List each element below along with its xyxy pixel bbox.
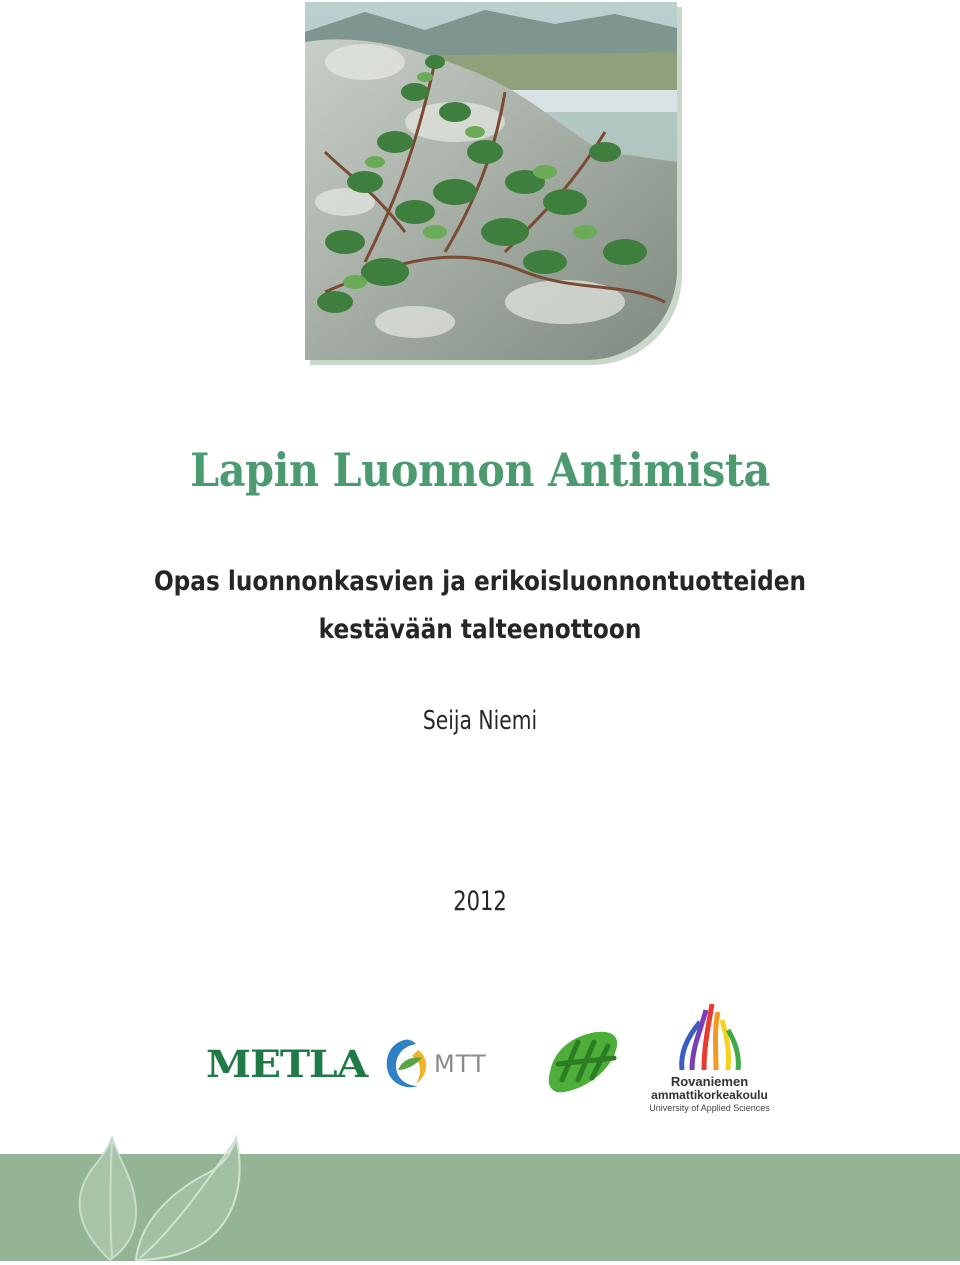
mtt-swirl-icon xyxy=(382,1036,432,1092)
birch-shrub-photo xyxy=(305,2,677,360)
lh-logo xyxy=(544,1028,622,1102)
ramk-name-line-3: University of Applied Sciences xyxy=(649,1103,770,1113)
subtitle-line-1: Opas luonnonkasvien ja erikoisluonnontuotteiden xyxy=(153,566,807,597)
publication-year: 2012 xyxy=(453,886,507,917)
ramk-logo xyxy=(642,1002,782,1127)
leaf-outline-icon xyxy=(40,1132,260,1261)
author-name: Seija Niemi xyxy=(422,706,538,736)
footer-leaves-decoration xyxy=(40,1132,260,1265)
subtitle-line-2: kestävään talteenottoon xyxy=(318,614,642,645)
ramk-flame-icon xyxy=(642,1002,777,1074)
leaf-monogram-icon xyxy=(544,1028,622,1098)
mtt-logo xyxy=(382,1036,512,1092)
mtt-wordmark: MTT xyxy=(434,1050,487,1078)
document-subtitle xyxy=(67,558,893,654)
ramk-name-line-2: ammattikorkeakoulu xyxy=(651,1088,768,1102)
document-title: Lapin Luonnon Antimista xyxy=(190,443,770,497)
cover-photo xyxy=(305,2,677,360)
ramk-name-line-1: Rovaniemen xyxy=(670,1074,749,1089)
metla-logo: METLA xyxy=(206,1042,368,1086)
